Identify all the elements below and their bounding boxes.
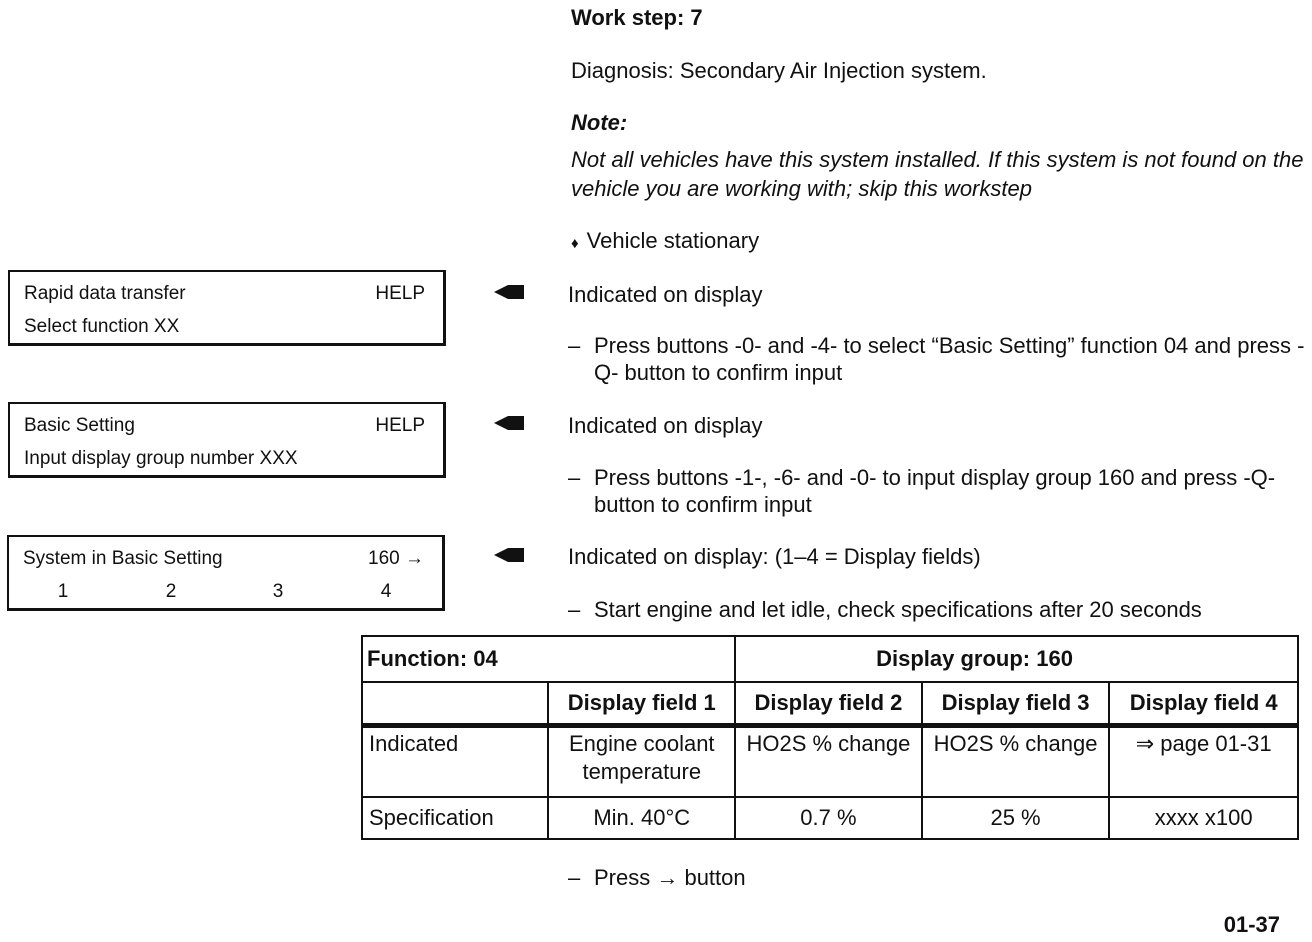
dash-icon: – — [568, 597, 581, 622]
step-indicated-1: Indicated on display — [568, 282, 763, 307]
dash-icon: – — [568, 465, 581, 490]
row-label: Specification — [362, 797, 548, 839]
display-text: Rapid data transfer — [24, 283, 186, 304]
step-instruction-3 — [568, 596, 1308, 623]
table-header-row — [362, 636, 1298, 682]
table-cell: HO2S % change — [735, 726, 922, 798]
display-box-basic-setting — [8, 402, 446, 478]
table-row-indicated — [362, 726, 1298, 798]
table-cell: 0.7 % — [735, 797, 922, 839]
instruction-text: Press buttons -0- and -4- to select “Basic Setting” function 04 and press -Q- button to confirm input — [594, 333, 1305, 385]
table-cell: xxxx x100 — [1109, 797, 1298, 839]
instruction-text: Start engine and let idle, check specifications after 20 seconds — [594, 597, 1202, 622]
pointer-arrow-icon — [494, 548, 524, 562]
display-field-number: 2 — [165, 581, 177, 602]
specification-table — [361, 635, 1299, 840]
display-text: System in Basic Setting — [23, 548, 223, 569]
note-text: Not all vehicles have this system installed. If this system is not found on the vehicle you are working with; skip this workstep — [571, 147, 1304, 201]
step-instruction-1 — [568, 332, 1308, 386]
column-header-field-2: Display field 2 — [735, 682, 922, 726]
bullet-item — [571, 228, 759, 254]
column-header-field-1: Display field 1 — [548, 682, 735, 726]
instruction-text: Press → button — [594, 865, 746, 890]
display-help-label: HELP — [375, 415, 425, 436]
pointer-arrow-icon — [494, 416, 524, 430]
table-row-specification — [362, 797, 1298, 839]
display-line-1 — [24, 283, 425, 305]
column-header-field-4: Display field 4 — [1109, 682, 1298, 726]
table-cell-page-reference: ⇒ page 01-31 — [1109, 726, 1298, 798]
display-box-system-basic-setting — [7, 535, 445, 611]
dash-icon: – — [568, 865, 581, 890]
display-line-1 — [23, 548, 424, 570]
display-group-number: 160 → — [368, 548, 424, 569]
step-instruction-2 — [568, 464, 1308, 518]
final-step-instruction — [568, 864, 1308, 891]
table-cell: Min. 40°C — [548, 797, 735, 839]
display-line-1 — [24, 415, 425, 437]
instruction-text: Press buttons -1-, -6- and -0- to input display group 160 and press -Q- button to confirm input — [594, 465, 1276, 517]
dash-icon: – — [568, 333, 581, 358]
row-label: Indicated — [362, 726, 548, 798]
table-cell: 25 % — [922, 797, 1110, 839]
note-heading: Note: — [571, 110, 628, 135]
diagnosis-title: Diagnosis: Secondary Air Injection system. — [571, 58, 987, 83]
display-help-label: HELP — [375, 283, 425, 304]
step-indicated-2: Indicated on display — [568, 413, 763, 438]
column-header-blank — [362, 682, 548, 726]
pointer-arrow-icon — [494, 285, 524, 299]
display-field-number: 4 — [380, 581, 392, 602]
display-line-2: Select function XX — [24, 316, 180, 337]
display-field-number: 1 — [57, 581, 69, 602]
display-box-rapid-data-transfer — [8, 270, 446, 346]
page-number: 01-37 — [1223, 912, 1280, 937]
function-label: Function: 04 — [362, 636, 735, 682]
column-header-field-3: Display field 3 — [922, 682, 1110, 726]
table-cell: HO2S % change — [922, 726, 1110, 798]
display-field-number: 3 — [272, 581, 284, 602]
table-column-headers — [362, 682, 1298, 726]
table-cell: Engine coolant temperature — [548, 726, 735, 798]
display-line-2: Input display group number XXX — [24, 448, 298, 469]
display-group-label: Display group: 160 — [735, 636, 1298, 682]
step-indicated-3: Indicated on display: (1–4 = Display fields) — [568, 544, 981, 569]
work-step-heading: Work step: 7 — [571, 5, 703, 30]
bullet-text: Vehicle stationary — [586, 228, 760, 253]
display-text: Basic Setting — [24, 415, 135, 436]
bullet-diamond-icon: ♦ — [571, 235, 579, 252]
